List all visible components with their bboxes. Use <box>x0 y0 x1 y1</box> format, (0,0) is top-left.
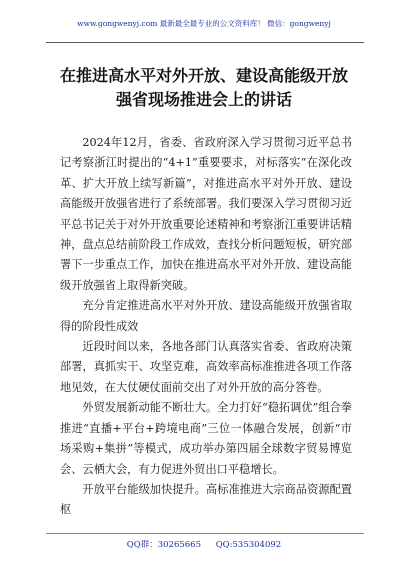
document-title <box>40 64 368 112</box>
paragraph-intro: 2024年12月，省委、省政府深入学习贯彻习近平总书记考察浙江时提出的“4+1”重要要求，对标落实“在深化改革、扩大开放上续写新篇”，对推进高水平对外开放、建设高能级开放强省进行了系统部署。我们要深入学习贯彻习近平总书记关于对外开放重要论述精神和考察浙江重要讲话精神，盘点总结前阶段工作成效，查找分析问题短板，研究部署下一步重点工作，加快在推进高水平对外开放、建设高能级开放强省上取得新突破。 <box>60 136 352 292</box>
page-header <box>0 17 408 31</box>
title-line-1: 在推进高水平对外开放、建设高能级开放 <box>59 66 348 85</box>
paragraph-open-platform: 开放平台能级加快提升。高标准推进大宗商品资源配置枢 <box>60 482 352 517</box>
header-divider <box>46 42 364 43</box>
paragraph-recent-work: 近段时间以来，各地各部门认真落实省委、省政府决策部署，真抓实干、攻坚克难，高效率高标准推进各项工作落地见效，在大仗硬仗面前交出了对外开放的高分答卷。 <box>60 340 352 394</box>
footer-divider <box>46 533 364 534</box>
header-slogan: 最新最全最专业的公文资料库！ <box>159 19 265 28</box>
paragraph-section-heading: 充分肯定推进高水平对外开放、建设高能级开放强省取得的阶段性成效 <box>60 299 352 333</box>
header-site[interactable]: www.gongwenyj.com <box>77 19 158 28</box>
page-footer <box>0 538 408 550</box>
footer-qq-group: QQ群：30265665 <box>126 540 201 550</box>
footer-qq: QQ:535304092 <box>215 540 282 550</box>
document-body <box>60 133 352 521</box>
title-line-2: 强省现场推进会上的讲话 <box>115 90 292 109</box>
paragraph-foreign-trade: 外贸发展新动能不断壮大。全力打好“稳拓调优”组合拳推进“直播+平台+跨境电商”三位一体融合发展，创新“市场采购+集拼”等模式，成功举办第四届全球数字贸易博览会、云栖大会，有力促进外贸出口平稳增长。 <box>60 401 352 476</box>
header-wechat: 微信：gongwenyj <box>267 19 331 28</box>
